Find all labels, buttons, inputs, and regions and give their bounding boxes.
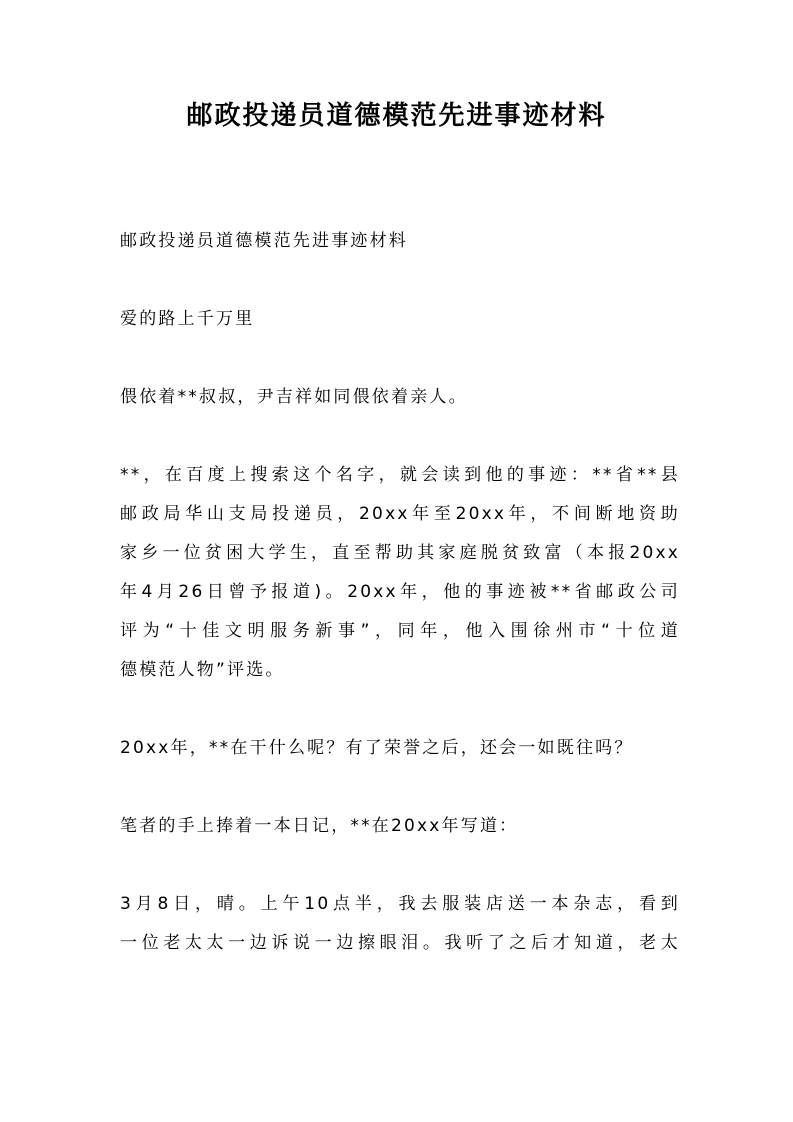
- paragraph-deeds: [120, 456, 680, 690]
- document-title: 邮政投递员道德模范先进事迹材料: [186, 101, 607, 131]
- paragraph-line: 偎依着**叔叔，尹吉祥如同偎依着亲人。: [120, 387, 468, 407]
- paragraph-line: 20xx年，**在干什么呢？有了荣誉之后，还会一如既往吗？: [120, 738, 634, 758]
- paragraph-line: 年4月26日曾予报道)。20xx年，他的事迹被**省邮政公司: [120, 582, 680, 602]
- paragraph-subtitle: [120, 300, 680, 339]
- paragraph-line: 德模范人物”评选。: [120, 660, 285, 680]
- paragraph-line: 邮政投递员道德模范先进事迹材料: [120, 231, 408, 251]
- paragraph-question: [120, 729, 680, 768]
- paragraph-line: 评为“十佳文明服务新事”，同年，他入围徐州市“十位道: [120, 621, 680, 641]
- paragraph-line: 家乡一位贫困大学生，直至帮助其家庭脱贫致富（本报20xx: [120, 543, 680, 563]
- paragraph-heading: [120, 222, 680, 261]
- paragraph-line: 笔者的手上捧着一本日记，**在20xx年写道：: [120, 816, 519, 836]
- paragraph-line: 邮政局华山支局投递员，20xx年至20xx年，不间断地资助: [120, 504, 680, 524]
- paragraph-line: **，在百度上搜索这个名字，就会读到他的事迹：**省**县: [120, 465, 680, 485]
- document-body: [120, 222, 680, 963]
- paragraph-intro: [120, 378, 680, 417]
- paragraph-diary-entry: [120, 885, 680, 963]
- paragraph-line: 3月8日，晴。上午10点半，我去服装店送一本杂志，看到: [120, 894, 680, 914]
- paragraph-line: 爱的路上千万里: [120, 309, 255, 329]
- paragraph-line: 一位老太太一边诉说一边擦眼泪。我听了之后才知道，老太: [120, 933, 680, 953]
- paragraph-diary-intro: [120, 807, 680, 846]
